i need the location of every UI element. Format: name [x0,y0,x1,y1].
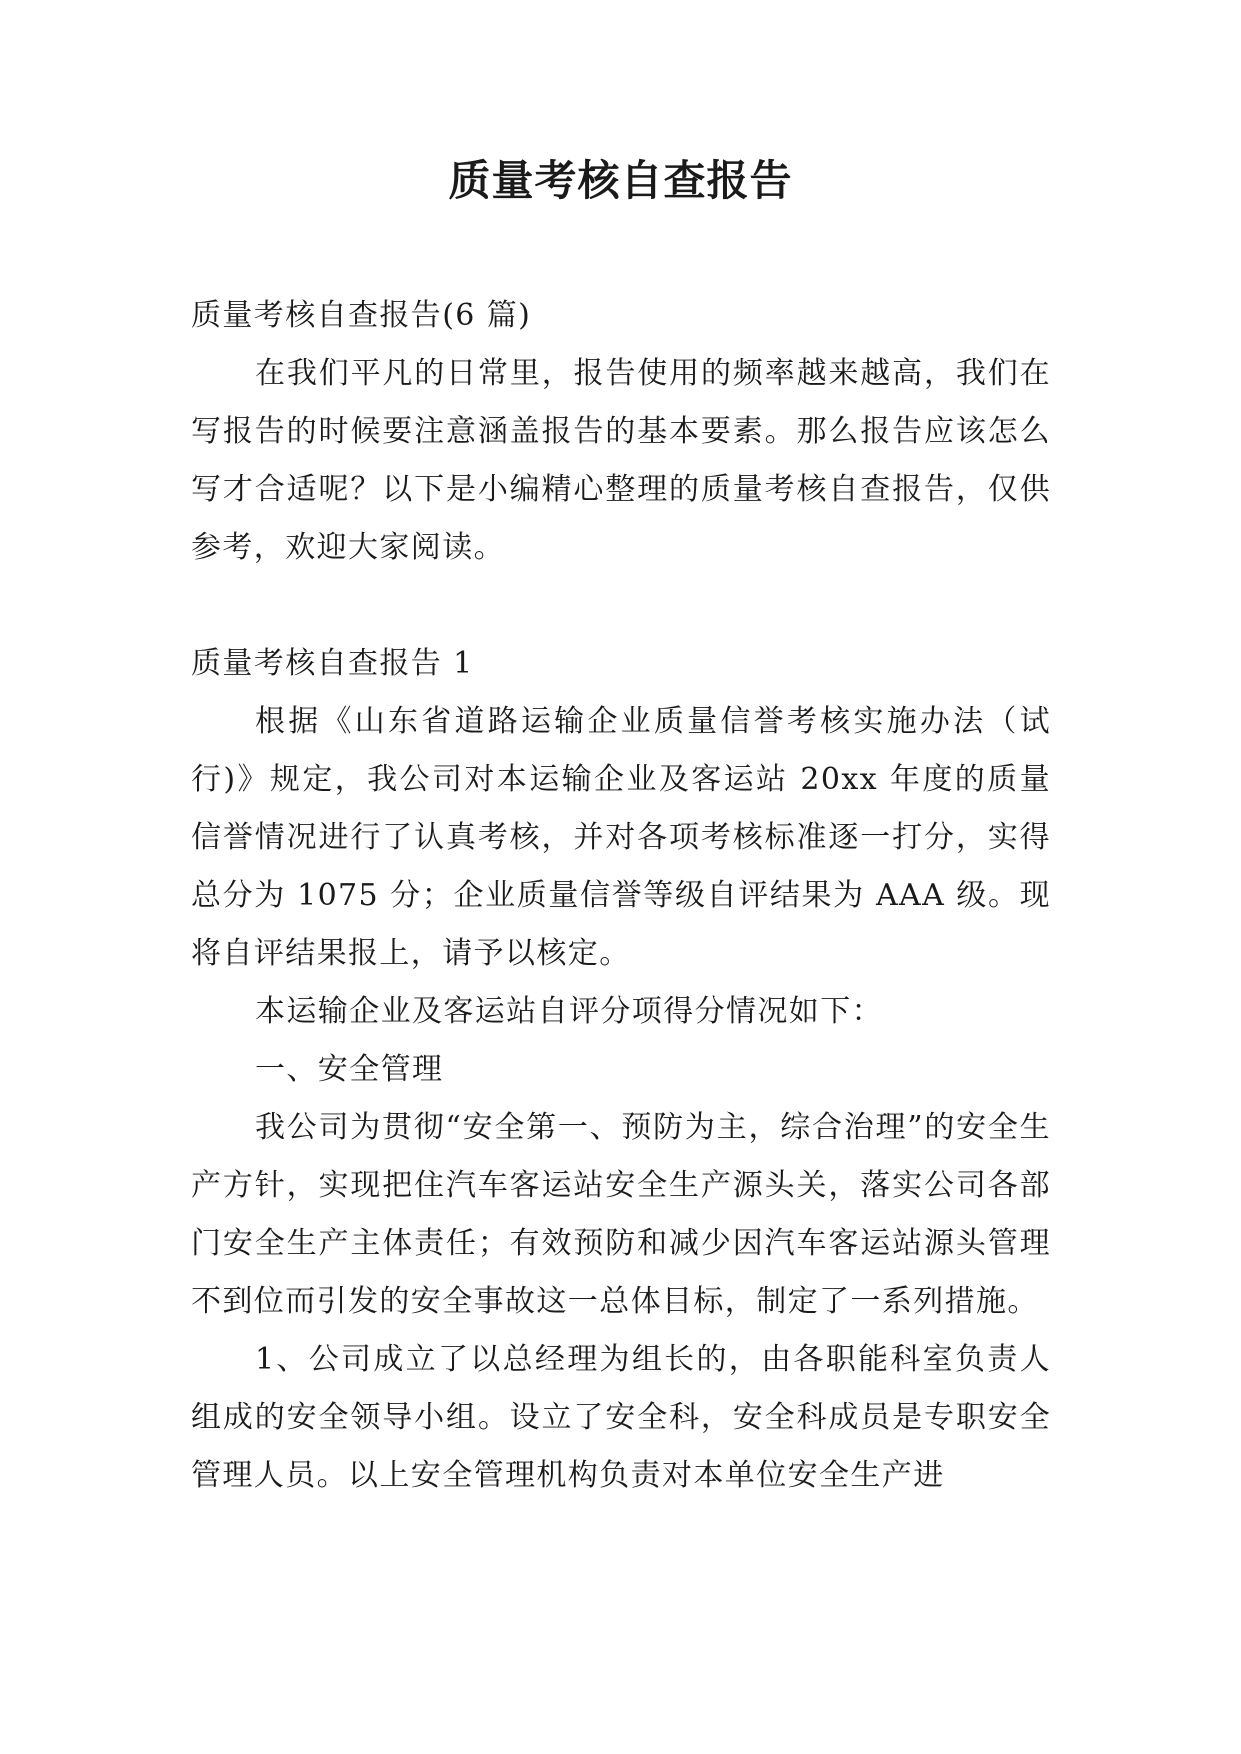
report-1-heading: 质量考核自查报告 1 [191,646,474,681]
series-heading: 质量考核自查报告(6 篇) [191,298,532,333]
report-1-paragraph-basis: 根据《山东省道路运输企业质量信誉考核实施办法（试行)》规定，我公司对本运输企业及客运站 20xx 年度的质量信誉情况进行了认真考核，并对各项考核标准逐一打分，实得总分为 1075 分；企业质量信誉等级自评结果为 AAA 级。现将自评结果报上，请予以核定。 [191,704,1051,971]
report-1-paragraph-scores: 本运输企业及客运站自评分项得分情况如下： [255,994,883,1029]
section-heading-safety: 一、安全管理 [255,1052,444,1087]
safety-item-1: 1、公司成立了以总经理为组长的，由各职能科室负责人组成的安全领导小组。设立了安全科，安全科成员是专职安全管理人员。以上安全管理机构负责对本单位安全生产进 [191,1342,1051,1493]
intro-paragraph: 在我们平凡的日常里，报告使用的频率越来越高，我们在写报告的时候要注意涵盖报告的基本要素。那么报告应该怎么写才合适呢？以下是小编精心整理的质量考核自查报告，仅供参考，欢迎大家阅读。 [191,356,1051,565]
document-title: 质量考核自查报告 [448,156,793,205]
safety-paragraph: 我公司为贯彻“安全第一、预防为主，综合治理”的安全生产方针，实现把住汽车客运站安全生产源头关，落实公司各部门安全生产主体责任；有效预防和减少因汽车客运站源头管理不到位而引发的安全事故这一总体目标，制定了一系列措施。 [191,1110,1051,1319]
document-body [191,287,1051,1505]
